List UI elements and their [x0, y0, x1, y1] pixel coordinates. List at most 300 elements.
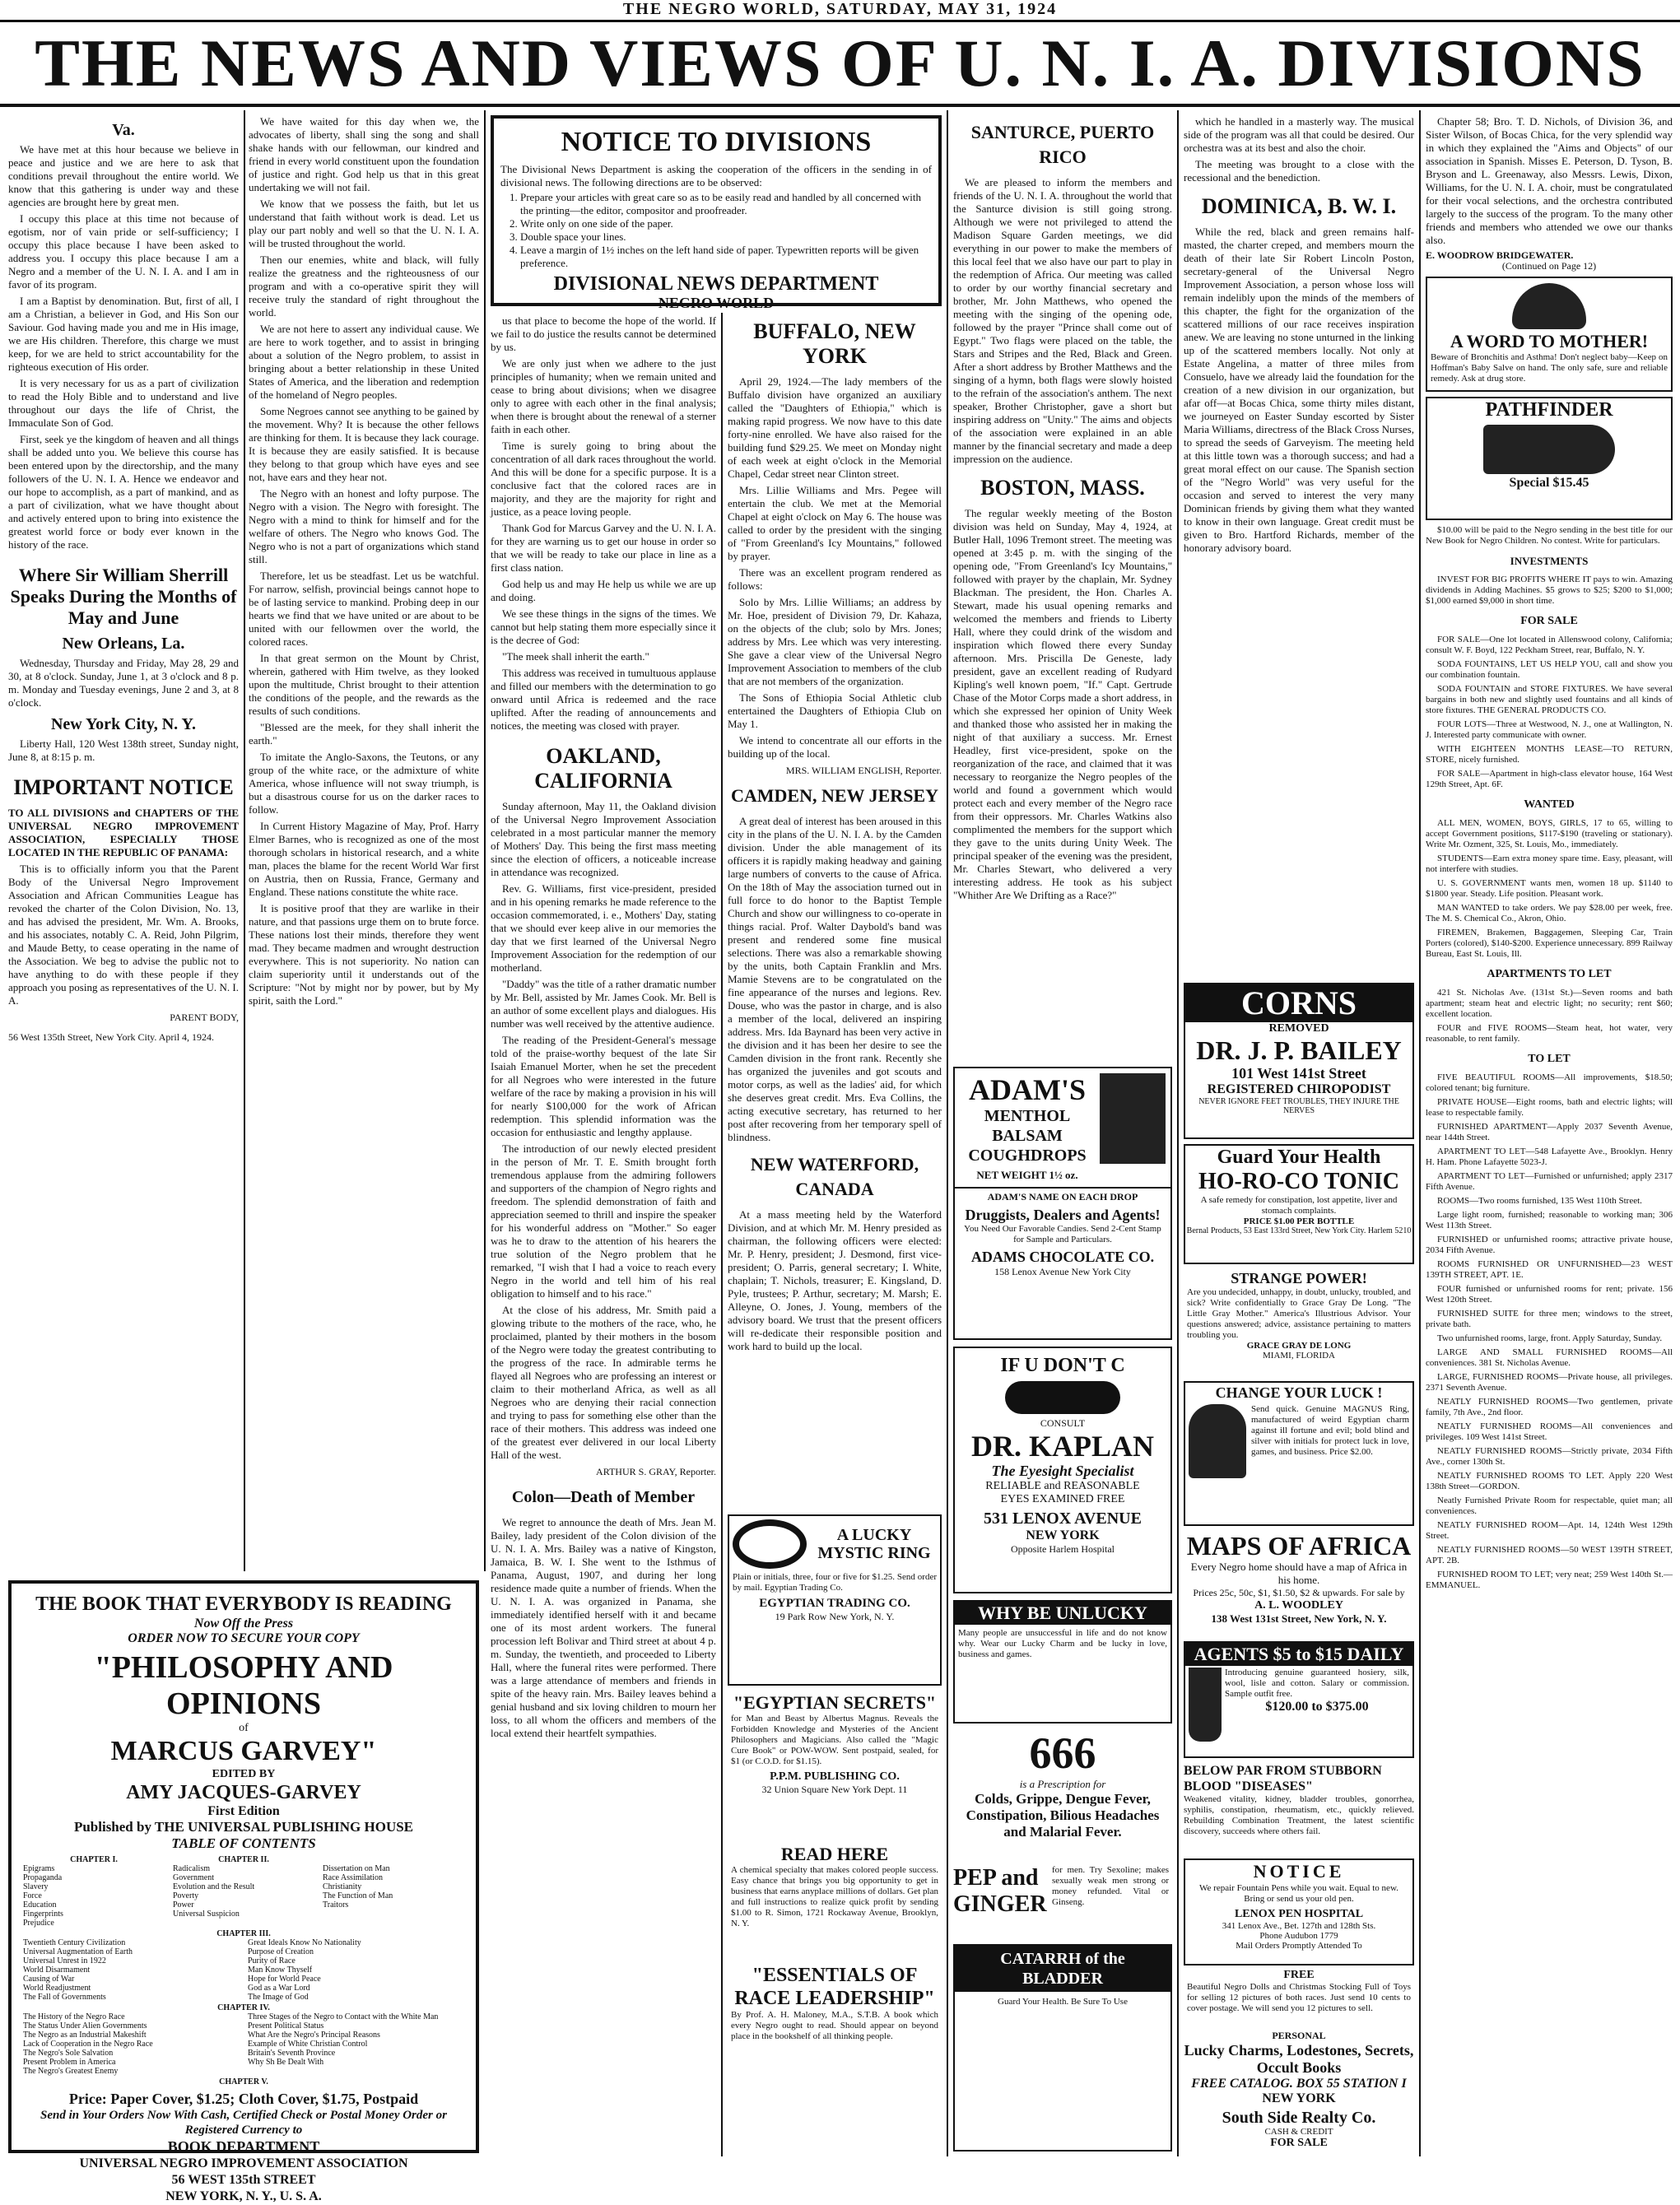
toc-item: What Are the Negro's Principal Reasons [248, 2031, 380, 2040]
pep-text: for men. Try Sexoline; makes sexually weak men strong or money refunded. Vital or Ginseng. [1052, 1865, 1169, 1907]
toc-item: Britain's Seventh Province [248, 2049, 336, 2058]
col2-paragraph: The Negro with an honest and lofty purpose. The Negro with a vision. The Negro with foresight. The Negro with a mind to think for himself and for the welfare of others. The Negro who knows God. The Negro who is not a part of organizations which stand still. [249, 487, 479, 565]
horo-price: PRICE $1.00 PER BOTTLE [1243, 1216, 1355, 1226]
pathfinder-ad [1426, 397, 1673, 520]
buffalo-signature: MRS. WILLIAM ENGLISH, Reporter. [785, 765, 942, 776]
philosophy-book-ad [8, 1580, 479, 2203]
notice-to-divisions-box [491, 115, 942, 311]
toc-item: Great Ideals Know No Nationality [248, 1938, 361, 1947]
book-name-2: MARCUS GARVEY" [110, 1736, 377, 1766]
to-let-item: Neatly Furnished Private Room for respectable, quiet man; all conveniences. [1426, 1496, 1673, 1516]
toc-item: Twentieth Century Civilization [23, 1938, 126, 1947]
book-of: of [239, 1722, 249, 1734]
read-text: A chemical specialty that makes colored people success. Easy chance that brings you big opportunity to get in business that earns anyplace millions of dollars. Get plan and full instructions to realize quick profit by sending $1.00 to R. Simon, 1721 Rockaway Avenue, Brooklyn, N. Y. [731, 1865, 938, 1928]
col7-signature: E. WOODROW BRIDGEWATER. [1426, 249, 1574, 261]
notice-box-item: 2. Write only on one side of the paper. [520, 217, 932, 230]
catarrh-ad [953, 1944, 1172, 2152]
column-1 [8, 115, 239, 1564]
to-let-item: FURNISHED APARTMENT—Apply 2037 Seventh Avenue, near 144th Street. [1426, 1122, 1673, 1142]
buffalo-paragraph: We intend to concentrate all our efforts in the building up of the local. [728, 734, 942, 760]
kaplan-if: IF U DON'T C [1000, 1355, 1125, 1376]
wanted-heading: WANTED [1524, 798, 1575, 811]
column-5 [953, 115, 1172, 1062]
oakland-paragraph: The reading of the President-General's message told of the praise-worthy bequest of the late Sir Isaiah Emanuel Morter, when he set the precedent for all Negroes who were interested in the future welfare of the race by making a provision in his will for nearly $100,000 for the work of African redemption. This splendid information was the occasion for enthusiastic and lengthy applause. [491, 1034, 716, 1138]
adams-subtitle: MENTHOL BALSAM COUGHDROPS [968, 1107, 1087, 1165]
col2-paragraph: It is positive proof that they are warlike in their nature, and that passions urge them on to brute force. These nations lost their minds, therefore they went mad. They became madmen and wrought destruction everywhere. This is not superiority. No nation can claim superiority until it understands out of the Scripture: "Not by might nor by power, but by My spirit, saith the Lord." [249, 902, 479, 1007]
lucky-free: FREE CATALOG. BOX 55 STATION I [1191, 2077, 1407, 2091]
col1-heading: Va. [112, 121, 135, 139]
col2-paragraph: Then our enemies, white and black, will fully realize the greatness and the righteousness of our program and with a co-operative spirit they will receive truly the standard of right throughout the world. [249, 254, 479, 319]
corns-removed: REMOVED [1268, 1022, 1329, 1035]
book-assoc: UNIVERSAL NEGRO IMPROVEMENT ASSOCIATION [79, 2156, 408, 2170]
column-rule-6 [1419, 110, 1421, 2156]
to-let-item: LARGE, FURNISHED ROOMS—Private house, all privileges. 2371 Seventh Avenue. [1426, 1372, 1673, 1393]
camden-paragraph: A great deal of interest has been aroused in this city in the plans of the U. N. I. A. by the Camden division. Under the able management of its officers it is rapidly making headway and gaining large numbers of converts to the cause of Africa. On the 18th of May the association turned out in full force to do honor to the Baptist Temple Church and show our willingness to co-operate in things racial. Prof. Walter Daybold's band was present and rendered some fine musical selections. There was also a remarkable showing by the units, both Captain Franklin and Mrs. Mamie Stevens are to be congratulated on the fine appearance of the nurses and legions. Rev. Douse, who was the pastor in charge, and is also a member of the local, delivered an inspiring address. Mrs. Ida Baynard has been very active in the division and it has been her desire to see the Camden division in the front rank. Recently she has organized the juveniles and got scouts and motor corps, as well as the ladies' aid, for which she deserves great credit. Mrs. Eva Collins, the acting executive secretary, has returned to her post after recovering from her temporary spell of blindness. [728, 815, 942, 1143]
col2-paragraph: We have waited for this day when we, the advocates of liberty, shall sing the song and shall shake hands with our fellowman, our kindred and friend in every world constituent upon the foundation of justice and right. God help us that in this great undertaking we will not fail. [249, 115, 479, 193]
kaplan-eyes: EYES EXAMINED FREE [1000, 1493, 1125, 1505]
revolver-icon [1483, 425, 1615, 474]
toc-item: Present Political Status [248, 2021, 324, 2031]
pep-ginger-ad [953, 1865, 1172, 1939]
apartments-heading: APARTMENTS TO LET [1487, 968, 1612, 980]
oakland-paragraph: Rev. G. Williams, first vice-president, presided and in his opening remarks he made reference to the occasion commemorated, i. e., Mothers' Day, stating that we should ever keep alive in our memories the day that we first learned of the Universal Negro Improvement Association for the redemption of our motherland. [491, 882, 716, 974]
invest-heading: INVESTMENTS [1510, 555, 1589, 567]
essentials-ad [728, 1964, 942, 2152]
to-let-item: ROOMS FURNISHED OR UNFURNISHED—23 WEST 139TH STREET, APT. 1E. [1426, 1259, 1673, 1280]
wanted-item: MAN WANTED to take orders. We pay $28.00 per week, free. The M. S. Chemical Co., Akron, Ohio. [1426, 903, 1673, 923]
notice-box-intro: The Divisional News Department is asking the cooperation of the officers in the sending in of divisional news. The following directions are to be observed: [500, 163, 932, 188]
oakland-paragraph: The introduction of our newly elected president in the person of Mr. T. E. Smith brought forth tremendous applause from the admiring followers and supporters of the champion of Negro rights and freedom. The splendid demonstration of faith and appreciation seemed to thrill and inspire the speaker for his wonderful address on "Mother." So eager was he to draw to the attention of his hearers the true solution of the Negro problem that he remarked, "I wish that I had a voice to reach every Negro in the world and tell him of his real obligation to himself and to his race." [491, 1142, 716, 1300]
new-orleans-text: Wednesday, Thursday and Friday, May 28, 29 and 30, at 8 o'clock. Sunday, June 1, at 3 o'clock and 8 p. m. Monday and Tuesday evenings, June 2 and 3, at 8 o'clock. [8, 657, 239, 709]
stocking-icon [1189, 1668, 1222, 1742]
catarrh-text: Guard Your Health. Be Sure To Use [998, 1997, 1128, 2007]
col1-paragraph: I am a Baptist by denomination. But, first of all, I am a Christian, a believer in God, and His Son our Saviour. God having made you and me in His image, we are His children. Therefore, this charge we must keep, for we are held to strict accountability for the righteous execution of His order. [8, 295, 239, 373]
toc-item: Evolution and the Result [173, 1882, 255, 1891]
666-subtitle: is a Prescription for [1019, 1778, 1106, 1790]
col2-paragraph: To imitate the Anglo-Saxons, the Teutons, or any group of the white race, or the admixture of white America, whose influence will not sway triumph, is but a disastrous course for us on the darker races to follow. [249, 751, 479, 816]
lucky-charms-ad [1184, 2030, 1414, 2109]
sale-item: FOR SALE—Apartment in high-class elevator house, 164 West 129th Street, Apt. 6F. [1426, 769, 1673, 789]
pen-notice-title: NOTICE [1253, 1861, 1345, 1882]
maps-africa-ad [1184, 1531, 1414, 1638]
toc-item: Hope for World Peace [248, 1975, 321, 1984]
catarrh-title: CATARRH of the BLADDER [955, 1946, 1170, 1992]
page-title: THE NEWS AND VIEWS OF U. N. I. A. DIVISIONS [35, 26, 1645, 100]
corns-name: DR. J. P. BAILEY [1196, 1035, 1402, 1065]
kaplan-name: DR. KAPLAN [971, 1430, 1154, 1463]
boston-paragraph: The regular weekly meeting of the Boston division was held on Sunday, May 4, 1924, at Butler Hall, 1096 Tremont street. The meeting was opened at 3:45 p. m. with the singing of the opening ode, "From Greenland's Icy Mountains," followed with prayer by the chaplain, Mr. Sydney Blackman. The president, the Hon. Charles A. Stewart, made his usual opening remarks and welcomed the members and friends to Liberty Hall, where they could drink of the wisdom and inspiration which flowed there every Sunday afternoon. Mrs. Priscilla De Geneste, lady president, gave an excellent reading of Rudyard Kipling's well known poem, "If." Capt. Gertrude Chase of the Motor Corps made a short address, in which she expressed her opinion of Unity Week and thanked those who assisted her in making the night of that auxiliary a success. Mr. Ernest Headley, first vice-president, spoke on the reorganization of the race, and claimed that it was necessary to reorganize the Negro peoples of the world and found a government which would protect each and every member of the Negro race from their oppressors. Mr. Charles Watkins also complimented the members for the support which they gave to the units during Unity Week. The principal speaker of the evening was the president, Mr. Charles Stewart, who delivered a very interesting address. He took as his subject "Whither Are We Drifting as a Race?" [953, 507, 1172, 901]
toc-item: The Negro as an Industrial Makeshift [23, 2031, 147, 2040]
adams-title: ADAM'S [969, 1073, 1086, 1106]
to-let-item: PRIVATE HOUSE—Eight rooms, bath and electric lights; will lease to respectable family. [1426, 1097, 1673, 1118]
hand-icon [1189, 1404, 1246, 1478]
egypt-text: for Man and Beast by Albertus Magnus. Reveals the Forbidden Knowledge and Mysteries of the Ancient Philosophers and Magicians. Also called the "Magic Cure Book" or POW-WOW. Sent postpaid, sealed, for $1 (or C.O.D. for $1.15). [731, 1714, 938, 1766]
to-let-item: FOUR furnished or unfurnished rooms for rent; private. 156 West 120th Street. [1426, 1284, 1673, 1305]
change-luck-ad [1184, 1381, 1414, 1526]
wanted-item: U. S. GOVERNMENT wants men, women 18 up. $1140 to $1800 year. Steady. Life position. Pleasant work. [1426, 878, 1673, 899]
oakland-paragraph: At the close of his address, Mr. Smith paid a glowing tribute to the mothers of the race, who, he proclaimed, planted by their mothers in the bosom of the Negro were today the greatest contributing to the progress of the race. In admirable terms he flayed all Negroes who are professing an interest or claim to their motherland Africa, as well as all Negroes who are denying their racial connection and trying to pass for something else other than the race of their mothers. This address was indeed one of the greatest ever delivered in our local Liberty Hall of the west. [491, 1304, 716, 1461]
colon-heading: Colon—Death of Member [511, 1488, 696, 1506]
toc-item: Propaganda [23, 1873, 63, 1882]
lenox-title: LENOX PEN HOSPITAL [1234, 1908, 1364, 1920]
sale-item: FOR SALE—One lot located in Allenswood colony, California; consult W. F. Boyd, 122 Peckham Street, rear, Buffalo, N. Y. [1426, 635, 1673, 655]
pen-notice-text: We repair Fountain Pens while you wait. Equal to new. Bring or send us your old pen. [1199, 1883, 1398, 1904]
new-york-text: Liberty Hall, 120 West 138th street, Sunday night, June 8, at 8:15 p. m. [8, 737, 239, 763]
new-waterford-paragraph: At a mass meeting held by the Waterford Division, and at which Mr. M. Henry presided as chairman, the following officers were elected: Mr. P. Henry, president; J. Desmond, first vice-president; O. Parris, general secretary; I. White, chaplain; T. Nichols, treasurer; E. Kingsland, D. Pyle, trustees; P. Arthur, secretary; M. Marsh; E. Alleyne, O. Jones, J. Young, members of the advisory board. We trust that the present officers will re-dedicate their responsible position and work hard to build up the local. [728, 1208, 942, 1352]
col2-paragraph: "Blessed are the meek, for they shall inherit the earth." [249, 721, 479, 747]
sale-item: WITH EIGHTEEN MONTHS LEASE—TO RETURN, STORE, nicely furnished. [1426, 744, 1673, 765]
horo-address: Bernal Products, 53 East 133rd Street, New York City. Harlem 5210 [1186, 1226, 1412, 1235]
toc-item: Three Stages of the Negro to Contact with the White Man [248, 2012, 439, 2021]
column-rule-5 [1177, 110, 1179, 2156]
horoco-ad [1184, 1144, 1414, 1264]
chapter-4-label: CHAPTER IV. [217, 2003, 270, 2012]
lenox-mail: Mail Orders Promptly Attended To [1236, 1941, 1362, 1951]
to-let-item: FURNISHED or unfurnished rooms; attractive private house, 2034 Fifth Avenue. [1426, 1235, 1673, 1255]
agents-price: $120.00 to $375.00 [1265, 1700, 1369, 1714]
mystic-ring-ad [728, 1514, 942, 1686]
notice-box-item: 1. Prepare your articles with great care so as to be easily read and handled by all concerned with the printing—the editor, compositor and proofreader. [520, 191, 932, 217]
free-text: Beautiful Negro Dolls and Christmas Stocking Full of Toys for selling 12 pictures of both races. Just send 10 cents to cover postage. We will send you 12 pictures to sell. [1187, 1982, 1411, 2013]
book-toc: TABLE OF CONTENTS [171, 1835, 316, 1851]
toc-item: The Status Under Alien Governments [23, 2021, 147, 2031]
notice-address: 56 West 135th Street, New York City. April 4, 1924. [8, 1031, 215, 1043]
sherrill-heading: Where Sir William Sherrill Speaks During the Months of May and June [10, 565, 237, 628]
to-let-item: APARTMENT TO LET—Furnished or unfurnished; apply 2317 Fifth Avenue. [1426, 1171, 1673, 1192]
col3-paragraph: us that place to become the hope of the world. If we fail to do justice the results cannot be determined by us. [491, 314, 716, 353]
ring-title: A LUCKY MYSTIC RING [817, 1526, 931, 1562]
notice-box-title: NOTICE TO DIVISIONS [561, 127, 872, 157]
wanted-item: FIREMEN, Brakemen, Baggagemen, Sleeping Car, Train Porters (colored), $140-$200. Experience unnecessary. 899 Railway Bureau, East St. Louis, Ill. [1426, 928, 1673, 959]
toc-item: The Negro's Greatest Enemy [23, 2067, 119, 2076]
kaplan-spec: The Eyesight Specialist [991, 1463, 1134, 1479]
adams-name: ADAM'S NAME ON EACH DROP [955, 1187, 1170, 1206]
maps-name: A. L. WOODLEY [1254, 1599, 1343, 1612]
toc-item: The Image of God [248, 1993, 309, 2002]
toc-item: Man Know Thyself [248, 1965, 313, 1975]
book-name-1: "PHILOSOPHY AND OPINIONS [94, 1650, 393, 1721]
lenox-address: 341 Lenox Ave., Bet. 127th and 128th Sts. [1222, 1921, 1376, 1931]
book-city: NEW YORK, N. Y., U. S. A. [165, 2189, 322, 2203]
kaplan-reliable: RELIABLE and REASONABLE [985, 1480, 1140, 1492]
book-publisher: Published by THE UNIVERSAL PUBLISHING HOUSE [73, 1819, 414, 1835]
col7-paragraph: Chapter 58; Bro. T. D. Nichols, of Division 36, and Sister Wilson, of Bocas Chica, for the very splendid way in which they explained the "Aims and Objects" of our association in Spanish. Misses E. Peterson, D. Tyson, B. Bryson and L. Greenaway, also Messrs. Lewis, Dixon, Williams, for the U. N. I. A. choir, must be congratulated for their vocal selections, and the orchestra contributed largely to the success of the program. To the many other friends and members who attended we owe our thanks also. [1426, 115, 1673, 246]
notice-signature: PARENT BODY, [170, 1012, 239, 1023]
dominica-heading: DOMINICA, B. W. I. [1201, 194, 1397, 218]
baby-icon [1512, 283, 1586, 329]
to-let-item: Two unfurnished rooms, large, front. Apply Saturday, Sunday. [1437, 1333, 1663, 1343]
toc-item: Epigrams [23, 1864, 55, 1873]
to-let-item: Large light room, furnished; reasonable to working man; 306 West 113th Street. [1426, 1210, 1673, 1230]
col3-paragraph: We see these things in the signs of the times. We cannot but help stating them more especially since it is the decree of God: [491, 607, 716, 646]
oakland-paragraph: "Daddy" was the title of a rather dramatic number by Mr. Bell, assisted by Mr. James Cook. Mr. Bell is an author of some excellent plays and dialogues. His number was well received by the attentive audience. [491, 978, 717, 1030]
lucky-city: NEW YORK [1262, 2091, 1336, 2105]
col3-paragraph: "The meek shall inherit the earth." [502, 650, 649, 663]
wanted-item: ALL MEN, WOMEN, BOYS, GIRLS, 17 to 65, willing to accept Government positions, $117-$190 (traveling or stationary). Write Mr. Ozment, 325, St. Louis, Mo., immediately. [1426, 818, 1673, 849]
wanted-item: STUDENTS—Earn extra money spare time. Easy, pleasant, will not interfere with studies. [1426, 854, 1673, 874]
toc-item: Lack of Cooperation in the Negro Race [23, 2040, 153, 2049]
toc-item: Race Assimilation [323, 1873, 384, 1882]
lenox-phone: Phone Audubon 1779 [1259, 1931, 1338, 1941]
adams-need: You Need Our Favorable Candies. Send 2-Cent Stamp for Sample and Particulars. [964, 1224, 1161, 1244]
ring-icon [733, 1519, 807, 1569]
toc-item: Poverty [173, 1891, 199, 1900]
to-let-item: NEATLY FURNISHED ROOMS—50 WEST 139TH STREET, APT. 2B. [1426, 1545, 1673, 1565]
realty-sale: FOR SALE [1270, 2137, 1328, 2149]
free-dolls-ad [1184, 1969, 1414, 2026]
col2-paragraph: Therefore, let us be steadfast. Let us be watchful. For narrow, selfish, provincial beings cannot hope to be of lasting service to mankind. Probing deep in our hearts we find that we have united or are about to be united with our fellowmen over the world, the colored races. [249, 570, 479, 648]
below-text: Weakened vitality, kidney, bladder troubles, gonorrhea, syphilis, constipation, rheumatism, etc., quickly relieved. Rebuilding Combination Treatment, the latest scientific discovery, succeeds where others fail. [1184, 1794, 1414, 1836]
buffalo-paragraph: Solo by Mrs. Lillie Williams; an address by Mr. Hoe, president of Division 79, Dr. Kahaza, on the objects of the club; solo by Mrs. Jones; address by Mrs. Lee which was very interesting. She gave a clear view of the Universal Negro Improvement Association to members of the club that are not members of the organization. [728, 596, 942, 687]
column-rule-2 [484, 110, 486, 1571]
apartment-item: FOUR and FIVE ROOMS—Steam heat, hot water, very reasonable, to rent family. [1426, 1023, 1673, 1044]
book-edited: EDITED BY [212, 1768, 276, 1780]
luck-text: Send quick. Genuine MAGNUS Ring, manufactured of weird Egyptian charm against ill fortune and evil; bold blind and silver with initials for protect luck in love, games, and business. Price $2.00. [1251, 1404, 1409, 1457]
new-waterford-heading: NEW WATERFORD, CANADA [750, 1154, 919, 1199]
666-ad [953, 1728, 1172, 1860]
toc-item: Example of White Christian Control [248, 2040, 368, 2049]
essentials-text: By Prof. A. H. Maloney, M.A., S.T.B. A book which every Negro ought to read. Should appear on beyond place in the bookshelf of all thinking people. [731, 2010, 938, 2041]
santurce-heading: SANTURCE, PUERTO RICO [970, 122, 1155, 167]
personal-label: PERSONAL [1272, 2030, 1326, 2041]
toc-item: World Readjustment [23, 1984, 91, 1993]
toc-item: Universal Suspicion [173, 1910, 240, 1919]
toc-item: The Fall of Governments [23, 1993, 106, 2002]
col6-paragraph: which he handled in a masterly way. The musical side of the program was all that could be desired. Our orchestra was at its best and also the choir. [1184, 115, 1414, 154]
toc-item: World Disarmament [23, 1965, 91, 1975]
colon-paragraph: We regret to announce the death of Mrs. Jean M. Bailey, lady president of the Colon division of the U. N. I. A. Mrs. Bailey was a native of Kingston, Jamaica, B. W. I. She went to the Isthmus of Panama, August, 1907, and during her long residence made quite a number of friends. When the U. N. I. A. was organized in Panama, she immediately identified herself with it and became one of its most ardent workers. The funeral procession left Bolivar and Third street at about 4 p. m. Sunday, the twentieth, and proceeded to Liberty Hall, where the funeral rites were performed. There was a large attendance of members and friends in spite of the heavy rain. Mrs. Bailey leaves behind a genial husband and six loving children to mourn her loss, to all whom the officers and members of the local extend their heartfelt sympathies. [491, 1516, 716, 1739]
luck-title: CHANGE YOUR LUCK ! [1215, 1384, 1383, 1401]
toc-item: Why Sh Be Dealt With [248, 2058, 324, 2067]
unlucky-title: WHY BE UNLUCKY [955, 1602, 1170, 1625]
unlucky-ad [953, 1600, 1172, 1724]
portrait-icon [1100, 1073, 1166, 1164]
buffalo-paragraph: Mrs. Lillie Williams and Mrs. Pegee will entertain the club. We met at the Memorial Chapel at eight o'clock on May 6. The house was called to order by the president with the singing of "From Greenland's Icy Mountains," followed by prayer. [728, 484, 942, 562]
col1-paragraph: We have met at this hour because we believe in peace and justice and we are here to ask that conditions prevail throughout the entire world. We know that this gathering is under way and these agencies are brought here by great men. [8, 143, 239, 208]
eyeglasses-icon [1005, 1381, 1120, 1414]
kaplan-opposite: Opposite Harlem Hospital [1011, 1543, 1115, 1555]
to-let-item: APARTMENT TO LET—548 Lafayette Ave., Brooklyn. Henry H. Ham. Phone Lafayette 5023-J. [1426, 1147, 1673, 1167]
ring-address: 19 Park Row New York, N. Y. [775, 1611, 895, 1622]
col1-paragraph: I occupy this place at this time not because of egotism, nor of vain pride or self-sufficiency; I occupy this place because I have been asked to address you. I occupy this place because I am a Negro and a member of the U. N. I. A. and I am in favor of its program. [8, 212, 239, 291]
col2-paragraph: We are not here to assert any individual cause. We are here to work together, and to assist in bringing about a solution of the Negro problem, to assist in bringing about a better relationship in these United States of America, and the liberation and redemption of the homeland of Negro peoples. [249, 323, 479, 401]
col1-paragraph: First, seek ye the kingdom of heaven and all things shall be added unto you. We believe this course has been entered upon by the directorship, and the many followers of the U. N. I. A. Hence we endeavor and our hope to accomplish, as a part of mankind, and as a part of civilization, what we have thought about and actively entered upon to bring into existence the greatest world force or body ever known in the history of the race. [8, 433, 239, 551]
oakland-heading: OAKLAND, CALIFORNIA [534, 744, 672, 793]
toc-item: Causing of War [23, 1975, 75, 1984]
toc-item: Dissertation on Man [323, 1864, 390, 1873]
egypt-address: 32 Union Square New York Dept. 11 [761, 1784, 908, 1795]
toc-item: Purpose of Creation [248, 1947, 314, 1956]
notice-box-item: 4. Leave a margin of 1½ inches on the left hand side of paper. Typewritten reports will be given preference. [520, 244, 932, 270]
realty-subtitle: CASH & CREDIT [1264, 2127, 1333, 2137]
sale-item: FOUR LOTS—Three at Westwood, N. J., one at Wallington, N. J. Interested party communicate with owner. [1426, 719, 1673, 740]
dominica-paragraph: While the red, black and green remains half-masted, the charter creped, and members mourn the death of their late Sir Robert Lincoln Poston, secretary-general of the Universal Negro Improvement Association, a person whose loss will remain indelibly upon the minds of the members of this chapter, the fight for the organization of the scattered millions of our race receives inspiration anew. We are leaving no stone unturned in the linking up of the scattered members locally. Not only at Estate Angelina, a matter of three miles from Consuelo, have we already laid the foundation for the creation of a new division in our organization, but afar off—at Bocas Chica, some thirty miles distant, we journeyed on Easter Sunday escorted by Sister Maria Williams, directress of the Black Cross Nurses, to spread the seeds of Garveyism. The meeting held at this little town was a thorough success; and had a great moral effect on our cause. The Spanish section of the "Negro World" was very useful for the occasion and served to interest the very many Dominican friends by giving them what they wanted to know in their own language. Great credit must be given to Bro. Hartford Richards, member of the honorary advisory board. [1184, 226, 1414, 554]
column-rule-3 [721, 313, 723, 2156]
kaplan-ad [953, 1347, 1172, 1593]
toc-item: Slavery [23, 1882, 49, 1891]
pen-notice-ad [1184, 1858, 1414, 1965]
chapter-5-label: CHAPTER V. [219, 2077, 268, 2086]
to-let-item: NEATLY FURNISHED ROOMS—All conveniences and privileges. 109 West 141st Street. [1426, 1421, 1673, 1442]
col2-paragraph: We know that we possess the faith, but let us understand that faith without work is dead. Let us play our part nobly and well so that the U. N. I. A. will be trusted throughout the world. [249, 198, 479, 249]
egyptian-secrets-ad [728, 1692, 942, 1840]
pathfinder-title: PATHFINDER [1485, 399, 1613, 421]
maps-price: Prices 25c, 50c, $1, $1.50, $2 & upwards. For sale by [1193, 1587, 1405, 1598]
to-let-item: NEATLY FURNISHED ROOMS—Strictly private, 2034 Fifth Ave., corner 130th St. [1426, 1446, 1673, 1467]
santurce-paragraph: We are pleased to inform the members and friends of the U. N. I. A. throughout the world that the Santurce division is still going strong. Although we were not privileged to attend the Madison Square Garden meetings, we did everything in our power to make the members of this local feel that we also have our part to play in the redemption of Africa. Our meeting was called to order by our worthy financial secretary and brother, Mr. John Matthews, who opened the meeting with the singing of the opening ode, followed by the prayer "Prince shall come out of Egypt." Two flags were placed on the table, the Stars and Stripes and the Red, Black and Green. After a short address by Brother Matthews and the singing of a hymn, both flags were slowly hoisted to the refrain of the association's anthem. The next speaker, Brother Christopher, gave a short but inspiring address on "Unity." The aims and objects of the association were explained in an able manner by the financial secretary and made a deep impression on the audience. [953, 176, 1172, 465]
masthead-rule [0, 20, 1680, 22]
adams-ad [953, 1067, 1172, 1340]
sale-item: SODA FOUNTAINS, LET US HELP YOU, call and show you our combination fountain. [1426, 659, 1673, 680]
col6-paragraph: The meeting was brought to a close with the recessional and the benediction. [1184, 158, 1414, 184]
important-notice-heading: IMPORTANT NOTICE [13, 775, 234, 799]
sale-heading: FOR SALE [1520, 615, 1578, 627]
boston-heading: BOSTON, MASS. [980, 476, 1145, 500]
strange-text: Are you undecided, unhappy, in doubt, unlucky, troubled, and sick? Write confidentially to Grace Gray De Long. "The Little Gray Mother." America's Illustrious Advisor. Your questions answered; advice, assistance pertaining to matters troubling you. [1187, 1287, 1411, 1340]
book-editor: AMY JACQUES-GARVEY [126, 1782, 361, 1803]
oakland-signature: ARTHUR S. GRAY, Reporter. [596, 1466, 716, 1477]
corns-registered: REGISTERED CHIROPODIST [1207, 1082, 1391, 1096]
chapter-2-label: CHAPTER II. [218, 1855, 269, 1864]
egypt-company: P.P.M. PUBLISHING CO. [770, 1770, 900, 1783]
column-rule-4 [947, 110, 948, 2156]
book-address: 56 WEST 135th STREET [171, 2173, 316, 2187]
col3-paragraph: Thank God for Marcus Garvey and the U. N. I. A. for they are warning us to get our house in order so that we will be ready to take our place in line as a first class nation. [491, 522, 716, 574]
new-york-heading: New York City, N. Y. [50, 715, 197, 733]
book-price: Price: Paper Cover, $1.25; Cloth Cover, $1.75, Postpaid [68, 2091, 419, 2107]
continued-note: (Continued on Page 12) [1501, 260, 1597, 272]
col3-paragraph: God help us and may He help us while we are up and doing. [491, 578, 716, 603]
col3-paragraph: Time is surely going to bring about the concentration of all dark races throughout the world. And this will be done for a specific purpose. It is a conclusive fact that the colored races are in majority, and they are the majority for right and justice, as a peace loving people. [491, 440, 716, 518]
strange-power-ad [1184, 1269, 1414, 1376]
apartment-item: 421 St. Nicholas Ave. (131st St.)—Seven rooms and bath apartment; steam heat and electric light; no security; rent $60; excellent location. [1426, 988, 1673, 1019]
book-send: Send in Your Orders Now With Cash, Certified Check or Postal Money Order or Registered Currency to [40, 2109, 447, 2137]
toc-item: Purity of Race [248, 1956, 296, 1965]
book-order: ORDER NOW TO SECURE YOUR COPY [128, 1631, 360, 1645]
chapter-3-label: CHAPTER III. [216, 1929, 271, 1938]
toc-item: Christianity [323, 1882, 362, 1891]
book-edition: First Edition [207, 1804, 280, 1818]
col2-paragraph: Some Negroes cannot see anything to be gained by the movement. Why? It is because the other fellows are thinking for them. It is because they lack courage. It is because they are easily satisfied. It is because they belong to that group which have eyes and see not, have ears and they hear not. [249, 405, 479, 483]
buffalo-heading: BUFFALO, NEW YORK [753, 319, 916, 368]
agents-title: AGENTS $5 to $15 DAILY [1185, 1643, 1412, 1666]
toc-item: The History of the Negro Race [23, 2012, 125, 2021]
toc-item: Universal Augmentation of Earth [23, 1947, 133, 1956]
read-title: READ HERE [780, 1844, 889, 1864]
666-text: Colds, Grippe, Dengue Fever, Constipation, Bilious Headaches and Malarial Fever. [966, 1791, 1160, 1840]
toc-item: Present Problem in America [23, 2058, 116, 2067]
toc-item: Radicalism [173, 1864, 210, 1873]
horo-guard: Guard Your Health [1217, 1147, 1381, 1168]
adams-dealers: Druggists, Dealers and Agents! [965, 1207, 1161, 1223]
to-let-heading: TO LET [1528, 1053, 1571, 1065]
adams-company: ADAMS CHOCOLATE CO. [970, 1249, 1155, 1265]
col2-paragraph: In that great sermon on the Mount by Christ, wherein, gathered with Him twelve, as they looked upon the multitude, Christ brought to their attention the conditions of the people, and the rewards as the results of such conditions. [249, 652, 479, 717]
book-now: Now Off the Press [193, 1617, 294, 1630]
egypt-title: "EGYPTIAN SECRETS" [733, 1692, 937, 1713]
notice-lead: TO ALL DIVISIONS and CHAPTERS OF THE UNIVERSAL NEGRO IMPROVEMENT ASSOCIATION, ESPECIALLY THOSE LOCATED IN THE REPUBLIC OF PANAMA: [8, 807, 239, 858]
pep-title: PEP and GINGER [953, 1865, 1047, 1917]
south-side-realty-ad [1184, 2109, 1414, 2155]
ring-company: EGYPTIAN TRADING CO. [759, 1597, 910, 1610]
toc-item: Government [173, 1873, 214, 1882]
666-title: 666 [1029, 1728, 1096, 1778]
strange-title: STRANGE POWER! [1231, 1270, 1367, 1286]
column-6 [1184, 115, 1414, 979]
strange-location: MIAMI, FLORIDA [1263, 1351, 1335, 1361]
col3-paragraph: This address was received in tumultuous applause and filled our members with the determination to go onward until Africa is redeemed and the race uplifted. After the reading of announcements and notices, the meeting was closed with prayer. [491, 667, 716, 732]
kaplan-consult: CONSULT [1040, 1417, 1086, 1429]
kaplan-address: 531 LENOX AVENUE [984, 1510, 1142, 1528]
corns-never: NEVER IGNORE FEET TROUBLES, THEY INJURE THE NERVES [1198, 1097, 1399, 1115]
camden-heading: CAMDEN, NEW JERSEY [730, 785, 938, 806]
toc-item: Universal Unrest in 1922 [23, 1956, 106, 1965]
to-let-item: NEATLY FURNISHED ROOM—Apt. 14, 124th West 129th Street. [1426, 1520, 1673, 1541]
title-rule [0, 104, 1680, 107]
mother-title: A WORD TO MOTHER! [1450, 331, 1649, 351]
col1-paragraph: It is very necessary for us as a part of civilization to read the Holy Bible and to understand and live throughout our days the life of Christ, the Immaculate Son of God. [8, 377, 239, 429]
buffalo-paragraph: The Sons of Ethiopia Social Athletic club entertained the Daughters of Ethiopia Club on May 1. [728, 691, 942, 730]
column-4 [728, 314, 942, 1508]
column-3 [491, 314, 716, 2150]
oakland-paragraph: Sunday afternoon, May 11, the Oakland division of the Universal Negro Improvement Association celebrated in a most particular manner the memory of Mothers' Day. This being the first mass meeting since the election of officers, a noticeable increase in attendance was recognized. [491, 800, 716, 878]
notice-box-dept: DIVISIONAL NEWS DEPARTMENT [553, 273, 879, 295]
invest-text: INVEST FOR BIG PROFITS WHERE IT pays to win. Amazing dividends in Adding Machines. $5 grows to $25; $200 to $1,000; $1,000 earned $9,000 in short time. [1426, 575, 1673, 606]
to-let-item: FIVE BEAUTIFUL ROOMS—All improvements, $18.50; colored tenant; big furniture. [1426, 1072, 1673, 1093]
book-dept: BOOK DEPARTMENT [167, 2138, 320, 2155]
col3-paragraph: We are only just when we adhere to the just principles of humanity; when we remain united and cease to bring about divisions; when we disagree only to agree with each other in the final analysis; when there is brought about the renewal of a sterner faith in each other. [491, 357, 716, 435]
new-orleans-heading: New Orleans, La. [62, 635, 185, 653]
pathfinder-price: Special $15.45 [1509, 476, 1589, 490]
sale-item: SODA FOUNTAIN and STORE FIXTURES. We have several bargains in both new and slightly used fountains and all kinds of store fixtures. THE GENERAL PRODUCTS CO. [1426, 684, 1673, 715]
horo-text: A safe remedy for constipation, lost appetite, liver and stomach complaints. [1200, 1195, 1398, 1216]
to-let-item: NEATLY FURNISHED ROOMS TO LET. Apply 220 West 138th Street—GORDON. [1426, 1471, 1673, 1491]
mother-text: Beware of Bronchitis and Asthma! Don't neglect baby—Keep on Hoffman's Baby Salve on hand. The only safe, sure and reliable remedy. Ask at drug store. [1431, 352, 1668, 384]
notice-box-paper: NEGRO WORLD [658, 295, 775, 311]
strange-signature: GRACE GRAY DE LONG [1246, 1341, 1352, 1351]
book-title: THE BOOK THAT EVERYBODY IS READING [35, 1593, 452, 1615]
col2-paragraph: In Current History Magazine of May, Prof. Harry Elmer Barnes, who is recognized as one of the most thorough scholars in historical research, and a white man, places the blame for the recent World War first on Austria, then on Russia, France, Germany and England. These nations constitute the white race. [249, 820, 479, 898]
to-let-item: FURNISHED SUITE for three men; windows to the street, private bath. [1426, 1309, 1673, 1329]
toc-item: The Function of Man [323, 1891, 393, 1900]
column-rule-1 [244, 110, 245, 1571]
maps-title: MAPS OF AFRICA [1186, 1531, 1412, 1561]
notice-text: This is to officially inform you that the Parent Body of the Universal Negro Improvement Association and African Communities League has revoked the charter of the Colon Division, No. 13, and has advised the president, Mr. Wm. A. Brooks, and his associates, notably C. A. Reid, John Pilgrim, and Maude Betty, to cease operating in the name of the Association. We beg to advise the public not to have anything to do with these people if they approach you posing as representatives of the U. N. I. A. [8, 863, 239, 1007]
unlucky-text: Many people are unsuccessful in life and do not know why. Wear our Lucky Charm and be lucky in love, business and games. [958, 1628, 1167, 1659]
agents-text: Introducing genuine guaranteed hosiery, silk, wool, lisle and cotton. Salary or commission. Sample outfit free. [1225, 1668, 1409, 1699]
to-let-item: NEATLY FURNISHED ROOMS—Two gentlemen, private family, 7th Ave., 2nd floor. [1426, 1397, 1673, 1417]
chapter-1-label: CHAPTER I. [70, 1855, 118, 1864]
buffalo-paragraph: There was an excellent program rendered as follows: [728, 566, 942, 592]
below-par-ad [1184, 1763, 1414, 1855]
notice-box-item: 3. Double space your lines. [520, 230, 932, 244]
buffalo-paragraph: April 29, 1924.—The lady members of the Buffalo division have organized an auxiliary called the "Daughters of Ethiopia," which is making rapid progress. We now have to this date forty-nine enrolled. We have also raised for the building fund $29.25. We meet on Monday night of each week at eight o'clock in the Memorial Chapel, Cedar street near Clinton street. [728, 375, 942, 480]
to-let-item: LARGE AND SMALL FURNISHED ROOMS—All conveniences. 381 St. Nicholas Avenue. [1426, 1347, 1673, 1368]
realty-title: South Side Realty Co. [1222, 2109, 1376, 2127]
adams-address: 158 Lenox Avenue New York City [994, 1266, 1131, 1277]
toc-item: The Negro's Sole Salvation [23, 2049, 114, 2058]
column-2 [249, 115, 479, 1564]
corns-ad [1184, 983, 1414, 1139]
pathfinder-text: $10.00 will be paid to the Negro sending in the best title for our New Book for Negro Children. No contest. Write for particulars. [1426, 525, 1673, 546]
ring-text: Plain or initials, three, four or five for $1.25. Send order by mail. Egyptian Trading Co. [733, 1572, 937, 1593]
masthead: THE NEGRO WORLD, SATURDAY, MAY 31, 1924 [622, 0, 1058, 18]
toc-item: Force [23, 1891, 42, 1900]
corns-title: CORNS [1185, 984, 1412, 1022]
lucky-title: Lucky Charms, Lodestones, Secrets, Occult Books [1184, 2042, 1414, 2076]
toc-item: Fingerprints [23, 1910, 63, 1919]
toc-item: Power [173, 1900, 194, 1910]
